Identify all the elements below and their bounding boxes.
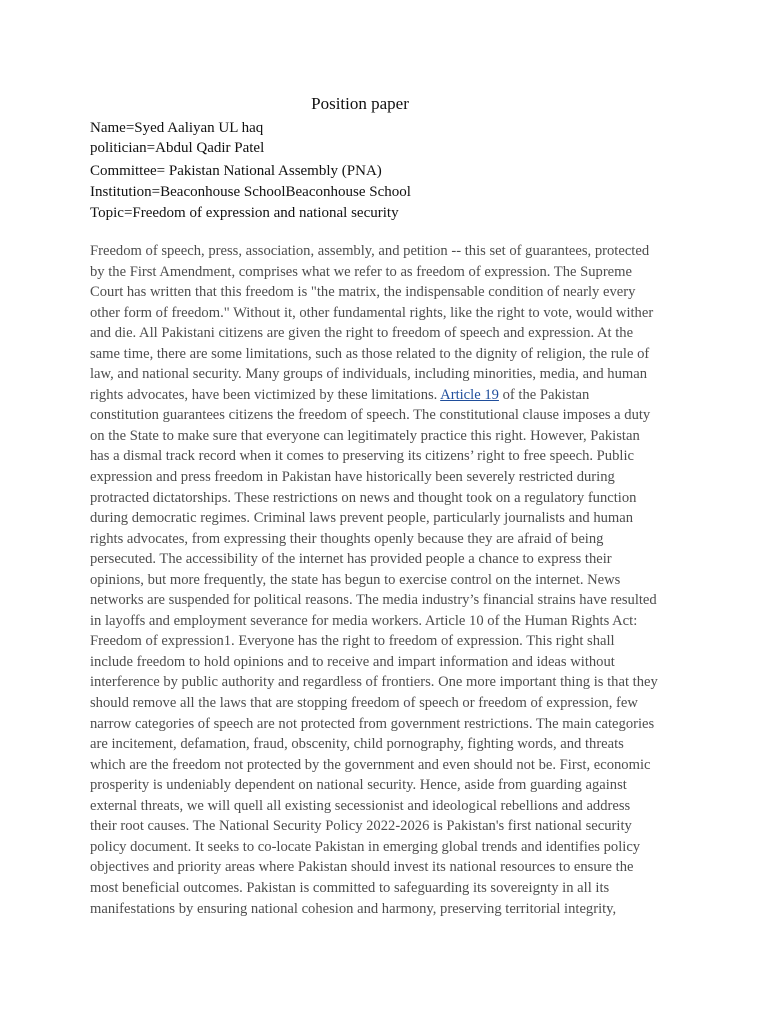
body-line: manifestations by ensuring national cohesion and harmony, preserving territorial integrity, [90,900,617,917]
body-line: law, and national security. Many groups of individuals, including minorities, media, and human [90,366,648,383]
meta-topic: Topic=Freedom of expression and national security [90,205,399,221]
body-line: rights advocates, from expressing their thoughts openly because they are afraid of being [90,530,604,547]
body-paragraph [90,241,684,919]
body-line: which are the freedom not protected by the government and even should not be. First, economic [90,756,651,773]
body-line-segment: of the Pakistan [498,386,590,403]
body-line: Court has written that this freedom is "the matrix, the indispensable condition of nearly every [90,284,636,301]
article-19-link[interactable]: Article 19 [440,386,499,403]
meta-name: Name=Syed Aaliyan UL haq [90,120,264,136]
body-line: prosperity is undeniably dependent on national security. Hence, aside from guarding against [90,777,627,794]
meta-committee: Committee= Pakistan National Assembly (PNA) [90,163,382,179]
body-line: narrow categories of speech are not protected from government restrictions. The main categories [90,715,655,732]
body-line: objectives and priority areas where Pakistan should invest its national resources to ensure the [90,859,634,876]
body-line: are incitement, defamation, fraud, obscenity, child pornography, fighting words, and threats [90,736,624,753]
body-line: policy document. It seeks to co-locate Pakistan in emerging global trends and identifies policy [90,838,641,855]
body-line: expression and press freedom in Pakistan have historically been severely restricted during [90,469,615,486]
meta-politician: politician=Abdul Qadir Patel [90,140,265,156]
body-line: Freedom of speech, press, association, assembly, and petition -- this set of guarantees, protected [90,243,650,259]
body-line: persecuted. The accessibility of the internet has provided people a chance to express their [90,551,612,568]
body-line: their root causes. The National Security Policy 2022-2026 is Pakistan's first national security [90,818,632,835]
body-line: external threats, we will quell all existing secessionist and ideological rebellions and address [90,797,631,814]
document-title: Position paper [311,94,409,113]
body-line: should remove all the laws that are stopping freedom of speech or freedom of expression, few [90,695,638,712]
body-line: on the State to make sure that everyone can legitimately practice this right. However, Pakistan [90,427,640,444]
body-line-with-link [90,385,684,406]
meta-institution: Institution=Beaconhouse SchoolBeaconhouse School [90,184,411,200]
body-line: opinions, but more frequently, the state has begun to exercise control on the internet. News [90,571,621,588]
body-line: and die. All Pakistani citizens are given the right to freedom of speech and expression. At the [90,325,634,342]
body-line-segment: rights advocates, have been victimized by these limitations. [90,386,441,403]
body-line: same time, there are some limitations, such as those related to the dignity of religion, the rule of [90,345,650,362]
body-line: during democratic regimes. Criminal laws prevent people, particularly journalists and human [90,510,634,527]
body-line: include freedom to hold opinions and to receive and impart information and ideas without [90,653,615,670]
body-line: interference by public authority and regardless of frontiers. One more important thing is that they [90,674,658,691]
body-line: in layoffs and employment severance for media workers. Article 10 of the Human Rights Act: [90,612,638,629]
body-line: most beneficial outcomes. Pakistan is committed to safeguarding its sovereignty in all its [90,879,610,896]
body-line: by the First Amendment, comprises what we refer to as freedom of expression. The Supreme [90,263,632,280]
body-line: other form of freedom." Without it, other fundamental rights, like the right to vote, would wither [90,304,654,321]
body-line: networks are suspended for political reasons. The media industry’s financial strains have resulted [90,592,657,609]
body-line: Freedom of expression1. Everyone has the right to freedom of expression. This right shall [90,633,615,650]
body-line: constitution guarantees citizens the freedom of speech. The constitutional clause imposes a duty [90,407,651,424]
body-line: protracted dictatorships. These restrictions on news and thought took on a regulatory function [90,489,637,506]
body-line: has a dismal track record when it comes to preserving its citizens’ right to free speech. Public [90,448,634,465]
